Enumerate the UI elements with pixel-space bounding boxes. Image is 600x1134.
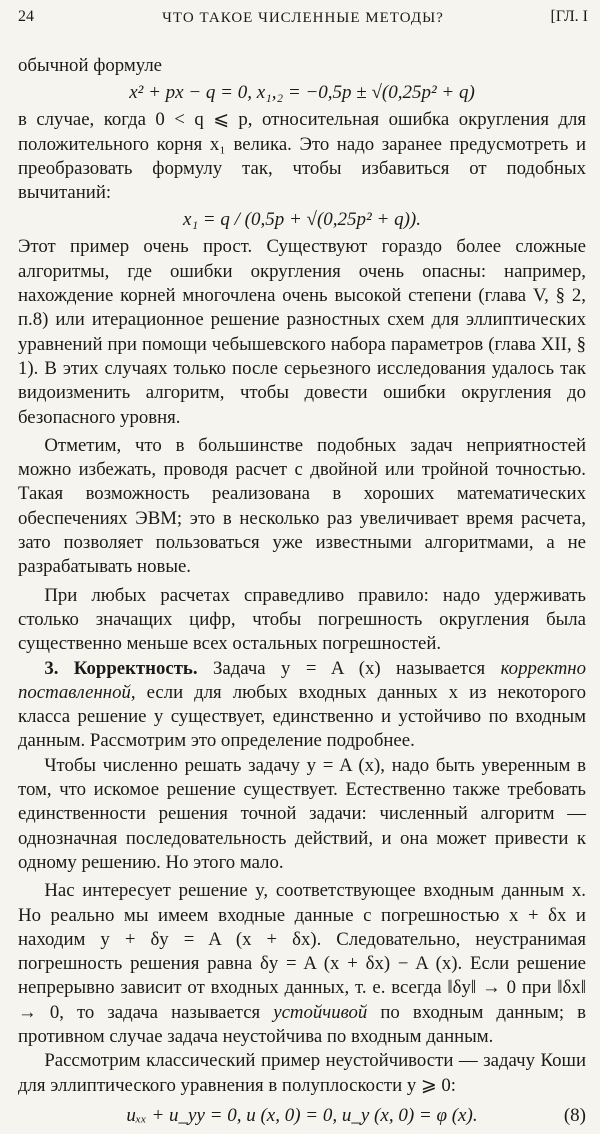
paragraph: Отметим, что в большинстве подобных задач неприятностей можно избежать, проводя расчет с двойной или тройной точностью. Такая возможность реализована в хороших математических обеспечениях ЭВМ; это в несколько раз увеличивает время расчета, зато позволяет пользоваться уже известными алгоритмами, а не разрабатывать новые. [18,434,586,578]
term-emphasis: устойчивой [273,1001,368,1023]
paragraph: обычной формуле [18,55,163,76]
formula-cauchy [18,1098,586,1134]
formula-text: uₓₓ + u_yy = 0, u (x, 0) = 0, u_y (x, 0) = φ (x). [126,1104,478,1126]
paragraph: в случае, когда 0 < q ⩽ p, относительная ошибка округления для положительного корня x₁ велика. Это надо заранее предусмотреть и преобразовать формулу так, чтобы избавиться от подобных вычитаний: [18,109,586,204]
paragraph-correctness: 3. Корректность. Задача y = A (x) называется корректно поставленной, если для любых входных данных x из некоторого класса решение y существует, единственно и устойчиво по входным данным. Рассмотрим это определение подробнее. [18,657,586,752]
paragraph: Чтобы численно решать задачу y = A (x), надо быть уверенным в том, что искомое решение существует. Естественно также требовать единственности решения точной задачи: численный алгоритм — однозначная последовательность действий, и она может привести к одному решению. Но этого мало. [18,754,586,873]
section-heading: 3. Корректность. [44,657,198,679]
formula-root: x₁ = q / (0,5p + √(0,25p² + q)). [183,209,421,231]
paragraph-stability: Нас интересует решение y, соответствующее входным данным x. Но реально мы имеем входные данные с погрешностью x + δx и находим y + δy = A (x + δx). Следовательно, неустранимая погрешность решения равна δy = A (x + δx) − A (x). Если решение непрерывно зависит от входных данных, т. е. всегда ‖δy‖ → 0 при ‖δx‖ → 0, то задача называется устойчивой по входным данным; в противном случае задача неустойчива по входным данным. [18,880,587,1047]
running-title: ЧТО ТАКОЕ ЧИСЛЕННЫЕ МЕТОДЫ? [162,10,444,26]
formula-quadratic: x² + px − q = 0, x₁,₂ = −0,5p ± √(0,25p² + q) [129,82,475,104]
chapter-label: [ГЛ. I [550,8,588,25]
page-number: 24 [18,8,34,25]
paragraph: Этот пример очень прост. Существуют гораздо более сложные алгоритмы, где ошибки округления очень опасны: например, нахождение корней многочлена очень высокой степени (глава V, § 2, п.8) или итерационное решение разностных схем для эллиптических уравнений при помощи чебышевского набора параметров (глава XII, § 1). В этих случаях только после серьезного исследования удалось так видоизменить алгоритм, чтобы довести ошибки округления до безопасного уровня. [18,236,586,428]
term-emphasis: корректно поставленной [18,657,586,703]
paragraph: Рассмотрим классический пример неустойчивости — задачу Коши для эллиптического уравнения в полуплоскости y ⩾ 0: [18,1050,586,1096]
equation-number: (8) [563,1104,586,1126]
page-body [18,54,586,1134]
paragraph: При любых расчетах справедливо правило: надо удерживать столько значащих цифр, чтобы погрешность округления была существенно меньше всех остальных погрешностей. [18,584,586,655]
page-header [18,8,588,34]
